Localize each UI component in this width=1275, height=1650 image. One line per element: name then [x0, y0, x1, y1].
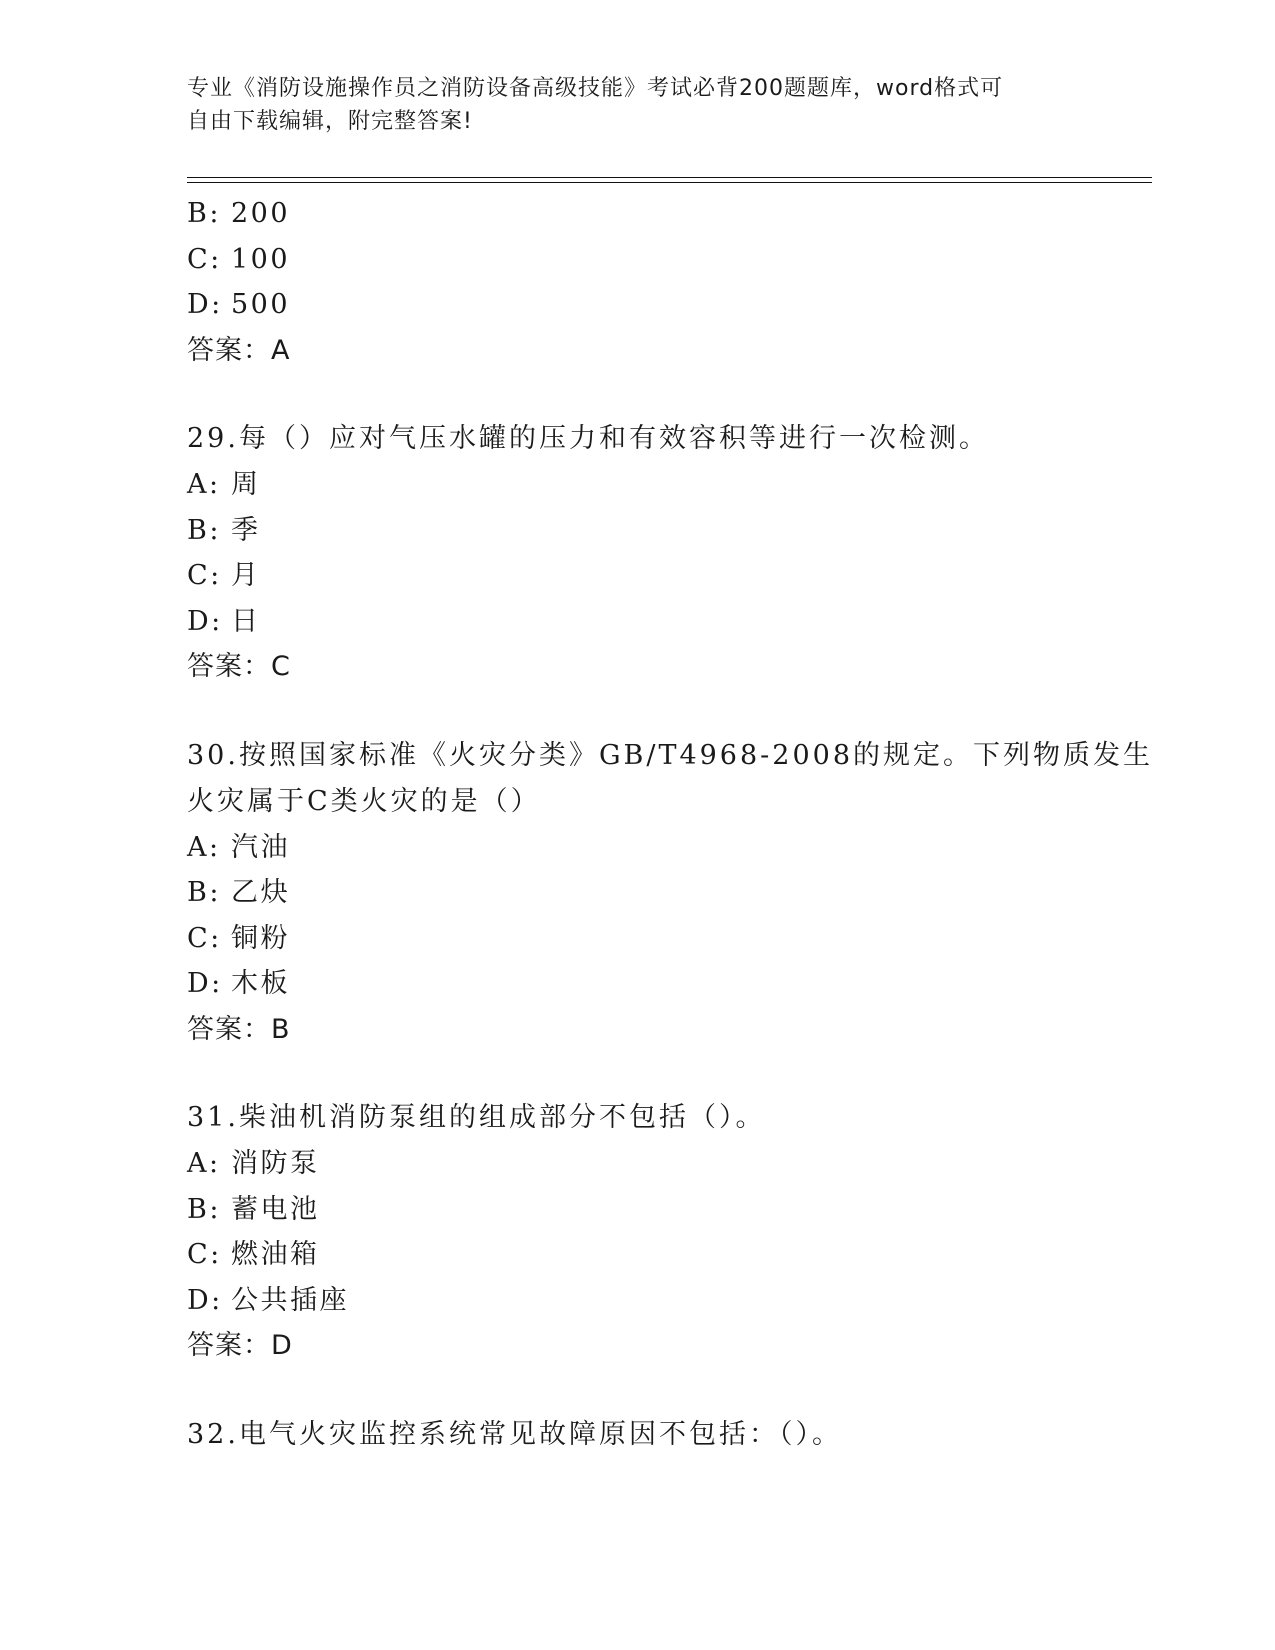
option-c: C: 月 [187, 560, 261, 591]
option-c: C: 燃油箱 [187, 1239, 320, 1270]
option-c: C: 100 [187, 243, 291, 275]
answer: 答案：D [187, 1330, 293, 1361]
option-a: A: 消防泵 [187, 1148, 320, 1179]
question-28 [187, 191, 1087, 373]
question-text: 32.电气火灾监控系统常见故障原因不包括：（）。 [187, 1418, 842, 1450]
question-32 [187, 1412, 1087, 1458]
option-d: D: 500 [187, 289, 291, 320]
option-c: C: 铜粉 [187, 922, 290, 954]
option-d: D: 木板 [187, 968, 290, 999]
option-b: B: 蓄电池 [187, 1193, 320, 1225]
option-b: B: 乙炔 [187, 877, 290, 908]
header-divider-bottom [187, 182, 1152, 183]
question-text-line-2: 火灾属于C类火灾的是（） [187, 785, 541, 817]
answer: 答案：A [187, 334, 291, 366]
header-line-1: 专业《消防设施操作员之消防设备高级技能》考试必背200题题库，word格式可 [187, 76, 1004, 101]
option-d: D: 日 [187, 605, 261, 637]
option-a: A: 汽油 [187, 831, 290, 863]
question-text: 29.每（）应对气压水罐的压力和有效容积等进行一次检测。 [187, 423, 989, 454]
question-text: 31.柴油机消防泵组的组成部分不包括（）。 [187, 1102, 766, 1133]
question-30 [187, 733, 1154, 1053]
document-header [187, 72, 1067, 138]
header-line-2: 自由下载编辑，附完整答案! [187, 109, 473, 134]
question-31 [187, 1095, 1087, 1369]
option-a: A: 周 [187, 469, 261, 500]
question-list [187, 191, 1154, 1458]
option-b: B: 季 [187, 514, 261, 546]
question-29 [187, 416, 1087, 690]
answer: 答案：C [187, 651, 291, 682]
answer: 答案：B [187, 1013, 291, 1045]
header-divider-top [187, 177, 1152, 178]
option-b: B: 200 [187, 198, 291, 229]
question-text-line-1: 30.按照国家标准《火灾分类》GB/T4968-2008的规定。下列物质发生 [187, 739, 1154, 771]
option-d: D: 公共插座 [187, 1284, 349, 1316]
